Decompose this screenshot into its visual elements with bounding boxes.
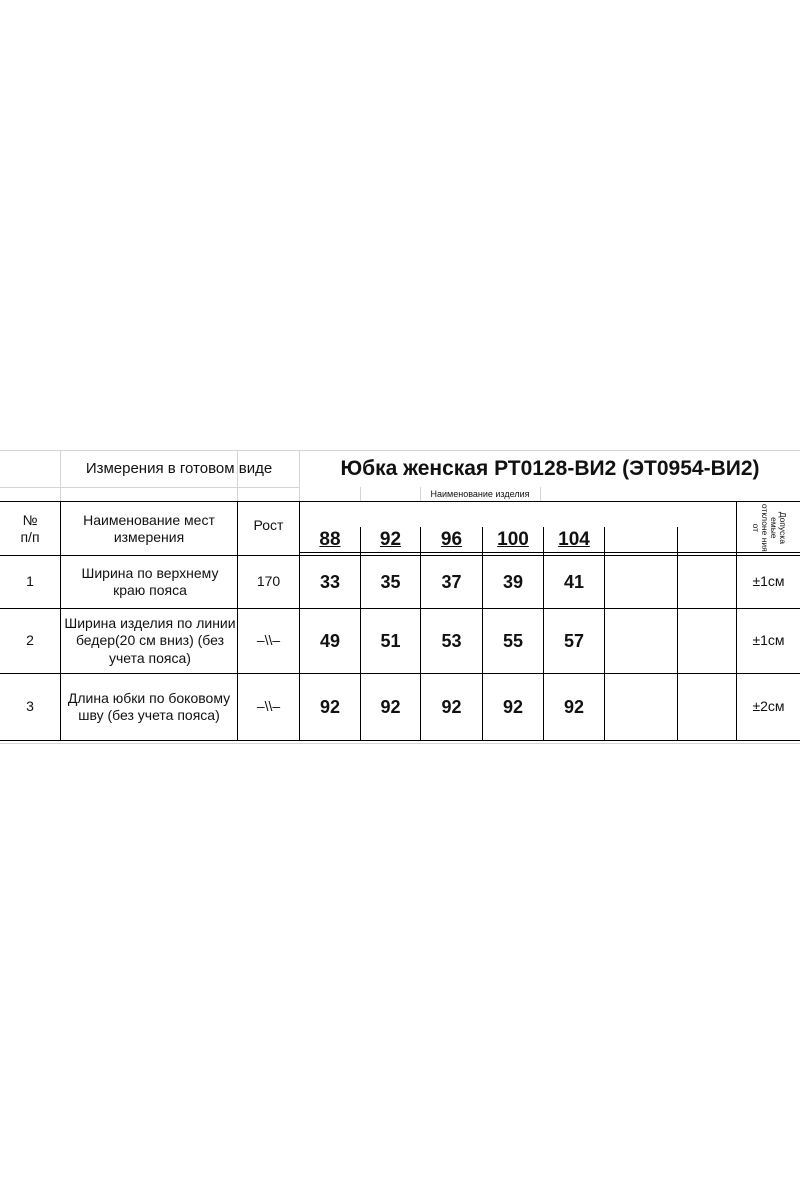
tolerance-value: ±1см: [752, 632, 785, 649]
table-border: [60, 501, 61, 741]
tolerance-header-text: Допуска емые отклоне ния от: [750, 504, 788, 552]
measure-name: Ширина изделия по линии бедер(20 см вниз) (без учета пояса): [64, 614, 236, 666]
size-column-header: 92: [379, 529, 402, 551]
table-border: [0, 740, 800, 741]
tolerance-value: ±2см: [752, 698, 785, 715]
measurement-value: 92: [502, 696, 524, 717]
measurement-value: 92: [380, 696, 401, 717]
gridline: [0, 450, 800, 451]
measure-name: Длина юбки по боковому шву (без учета пояса): [67, 689, 231, 723]
tolerance-column-header: [737, 502, 800, 554]
height-value: –\\–: [256, 698, 281, 715]
height-column-header: Рост: [253, 517, 284, 534]
measurement-value: 51: [380, 630, 401, 651]
product-title: Юбка женская РТ0128-ВИ2 (ЭТ0954-ВИ2): [340, 456, 760, 480]
height-value: –\\–: [256, 632, 281, 649]
size-column-header: 96: [440, 529, 463, 551]
measure-name: Ширина по верхнему краю пояса: [81, 564, 219, 598]
measurement-value: 49: [319, 630, 341, 651]
size-column-header: 88: [319, 529, 341, 551]
row-number: 1: [26, 573, 34, 590]
measurement-value: 92: [319, 696, 341, 717]
table-border: [677, 527, 678, 741]
measurement-value: 41: [563, 571, 585, 592]
measurement-value: 37: [441, 571, 462, 592]
measurement-value: 92: [441, 696, 462, 717]
table-border: [0, 501, 800, 502]
row-number: 2: [26, 632, 34, 649]
measurement-table: [0, 450, 800, 745]
size-column-header: 100: [497, 529, 529, 551]
number-column-header: № п/п: [20, 511, 40, 545]
gridline: [0, 743, 800, 744]
size-column-header: 104: [558, 529, 590, 551]
section-title: Измерения в готовом виде: [85, 459, 273, 477]
measurement-value: 55: [502, 630, 524, 651]
measurement-value: 35: [380, 571, 401, 592]
gridline: [0, 487, 300, 488]
tolerance-value: ±1см: [752, 573, 785, 590]
height-value: 170: [256, 573, 281, 590]
measure-name-column-header: Наименование мест измерения: [83, 511, 215, 545]
product-subheader: Наименование изделия: [430, 488, 530, 499]
measurement-value: 39: [502, 571, 524, 592]
measurement-value: 33: [319, 571, 341, 592]
measurement-value: 92: [563, 696, 585, 717]
row-number: 3: [26, 698, 34, 715]
measurement-value: 53: [441, 630, 462, 651]
table-border: [604, 527, 605, 741]
measurement-value: 57: [563, 630, 585, 651]
